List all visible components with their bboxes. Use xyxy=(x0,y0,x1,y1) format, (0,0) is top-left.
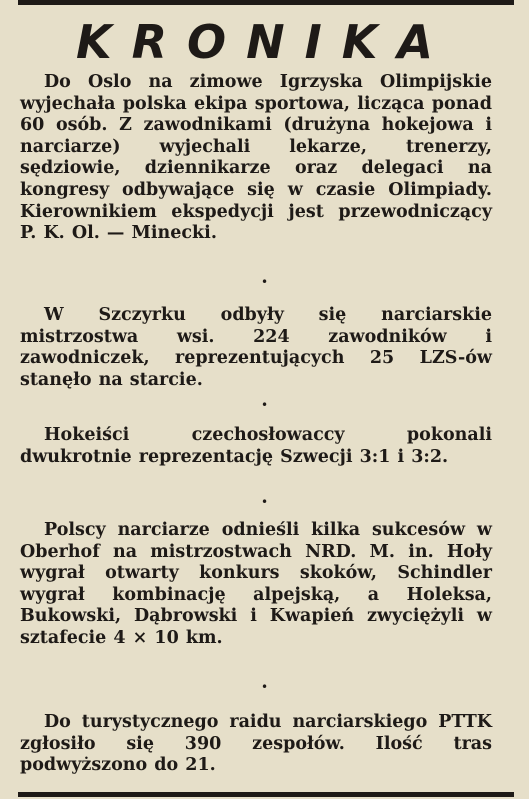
news-item-oberhof: Polscy narciarze odnieśli kilka sukcesów w Oberhof na mistrzostwach NRD. M. in. Hoły wygrał otwarty konkurs skoków, Schindler wygrał kombinację alpejską, a Holeksa, Bukowski, Dąbrowski i Kwapień zwyciężyli w sztafecie 4 × 10 km. xyxy=(20,520,492,648)
news-item-pttk: Do turystycznego raidu narciarskiego PTTK zgłosiło się 390 zespołów. Ilość tras podwyższono do 21. xyxy=(20,712,492,776)
news-item-hockey: Hokeiści czechosłowaccy pokonali dwukrotnie reprezentację Szwecji 3:1 i 3:2. xyxy=(20,425,492,467)
column-title: KRONIKA xyxy=(75,15,454,69)
news-item-szczyrk: W Szczyrku odbyły się narciarskie mistrzostwa wsi. 224 zawodników i zawodniczek, reprezentujących 25 LZS-ów stanęło na starcie. xyxy=(20,305,492,390)
top-rule xyxy=(18,0,514,5)
separator-bullet: • xyxy=(260,680,269,694)
bottom-rule xyxy=(18,792,514,797)
news-item-oslo: Do Oslo na zimowe Igrzyska Olimpijskie wyjechała polska ekipa sportowa, licząca ponad 60 osób. Z zawodnikami (drużyna hokejowa i narciarze) wyjechali lekarze, trenerzy, sędziowie, dziennikarze oraz delegaci na kongresy odbywające się w czasie Olimpiady. Kierownikiem ekspedycji jest przewodniczący P. K. Ol. — Minecki. xyxy=(20,72,492,244)
separator-bullet: • xyxy=(260,275,269,289)
separator-bullet: • xyxy=(260,495,269,509)
separator-bullet: • xyxy=(260,398,269,412)
